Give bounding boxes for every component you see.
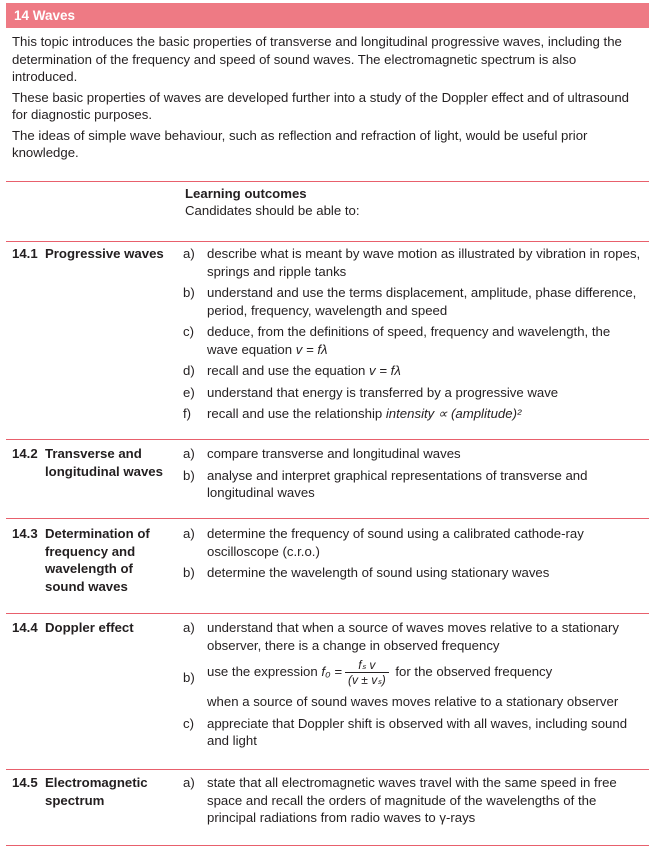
intro-paragraph: These basic properties of waves are developed further into a study of the Doppler effect and of ultrasound for diagnostic purposes.	[12, 89, 630, 122]
divider	[6, 845, 649, 846]
section-name: Progressive waves	[45, 246, 164, 261]
item-letter: c)	[183, 324, 194, 339]
learning-outcomes-heading: Learning outcomes	[185, 186, 307, 201]
section-number: 14.4	[12, 620, 38, 635]
item-text: appreciate that Doppler shift is observed with all waves, including sound and light	[207, 715, 628, 748]
fraction-denominator: (v ± vₛ)	[347, 673, 386, 687]
divider	[6, 518, 649, 519]
outcome-item	[183, 467, 643, 502]
outcome-item	[183, 445, 643, 463]
outcome-item	[183, 362, 643, 380]
section-name: Doppler effect	[45, 620, 134, 635]
outcome-item	[183, 405, 643, 423]
outcome-item	[183, 658, 643, 711]
item-text: for the observed frequency	[391, 663, 553, 679]
topic-header	[6, 3, 649, 28]
intro-paragraph: The ideas of simple wave behaviour, such as reflection and refraction of light, would be useful prior knowledge.	[12, 127, 588, 160]
section-number: 14.2	[12, 446, 38, 461]
item-text: when a source of sound waves moves relative to a stationary observer	[207, 694, 619, 709]
outcome-item	[183, 564, 643, 582]
outcome-list	[183, 445, 643, 506]
section-title	[12, 245, 172, 263]
learning-outcomes-subheading: Candidates should be able to:	[185, 203, 360, 218]
item-text: understand that energy is transferred by a progressive wave	[207, 384, 559, 400]
section-title	[12, 525, 172, 595]
item-letter: a)	[183, 446, 195, 461]
doppler-fraction	[345, 658, 389, 687]
item-text: understand that when a source of waves moves relative to a stationary observer, there is a change in observed frequency	[207, 620, 619, 653]
item-text: recall and use the relationship	[207, 406, 386, 421]
outcome-list	[183, 619, 643, 754]
section-number: 14.5	[12, 775, 38, 790]
fraction-numerator: fₛ v	[345, 658, 389, 673]
wave-equation: v = fλ	[295, 341, 328, 357]
item-text: analyse and interpret graphical representations of transverse and longitudinal waves	[207, 467, 588, 500]
outcome-item	[183, 384, 643, 402]
item-text: deduce, from the definitions of speed, frequency and wavelength, the wave equation	[207, 324, 611, 357]
outcome-item	[183, 245, 643, 280]
section-name: Determination of frequency and wavelength of sound waves	[45, 526, 150, 594]
intro-paragraph: This topic introduces the basic properties of transverse and longitudinal progressive waves, including the determination of the frequency and speed of sound waves. The electromagnetic spectrum is also introduced.	[12, 34, 622, 84]
item-letter: a)	[183, 620, 195, 635]
section-title	[12, 619, 172, 637]
outcome-list	[183, 245, 643, 427]
topic-title: 14 Waves	[14, 8, 76, 23]
section-name: Electromagnetic spectrum	[45, 775, 148, 808]
outcome-item	[183, 774, 643, 827]
item-letter: a)	[183, 775, 195, 790]
item-letter: c)	[183, 715, 194, 731]
outcome-item	[183, 715, 643, 750]
item-letter: f)	[183, 406, 192, 421]
item-letter: b)	[183, 285, 195, 300]
item-letter: d)	[183, 363, 195, 378]
section-number: 14.3	[12, 526, 38, 541]
section-name: Transverse and longitudinal waves	[45, 446, 163, 479]
section-title	[12, 445, 172, 480]
section-title	[12, 774, 172, 809]
divider	[6, 439, 649, 440]
intensity-relation: intensity ∝ (amplitude)²	[385, 406, 522, 421]
item-letter: b)	[183, 670, 195, 685]
item-text: describe what is meant by wave motion as illustrated by vibration in ropes, springs and ripple tanks	[207, 246, 641, 279]
outcome-item	[183, 323, 643, 358]
item-text: compare transverse and longitudinal waves	[207, 446, 461, 461]
item-text: state that all electromagnetic waves travel with the same speed in free space and recall the orders of magnitude of the wavelengths of the principal radiations from radio waves to γ-rays	[207, 775, 617, 825]
divider	[6, 613, 649, 614]
item-text: understand and use the terms displacement, amplitude, phase difference, period, frequency, wavelength and speed	[207, 285, 637, 318]
wave-equation: v = fλ	[369, 363, 401, 378]
item-text: determine the frequency of sound using a calibrated cathode-ray oscilloscope (c.r.o.)	[207, 526, 584, 559]
item-text: determine the wavelength of sound using stationary waves	[207, 565, 550, 580]
item-text: use the expression	[207, 663, 322, 679]
doppler-lhs: f₀ =	[321, 663, 342, 679]
item-letter: e)	[183, 384, 195, 400]
outcome-item	[183, 284, 643, 319]
item-letter: b)	[183, 565, 195, 580]
item-text: recall and use the equation	[207, 363, 370, 378]
section-number: 14.1	[12, 246, 38, 261]
divider	[6, 241, 649, 242]
outcome-item	[183, 619, 643, 654]
outcome-item	[183, 525, 643, 560]
outcome-list	[183, 774, 643, 831]
divider	[6, 181, 649, 182]
item-letter: a)	[183, 526, 195, 541]
outcome-list	[183, 525, 643, 586]
item-letter: b)	[183, 467, 195, 483]
divider	[6, 769, 649, 770]
item-letter: a)	[183, 246, 195, 261]
intro-text	[12, 33, 642, 165]
